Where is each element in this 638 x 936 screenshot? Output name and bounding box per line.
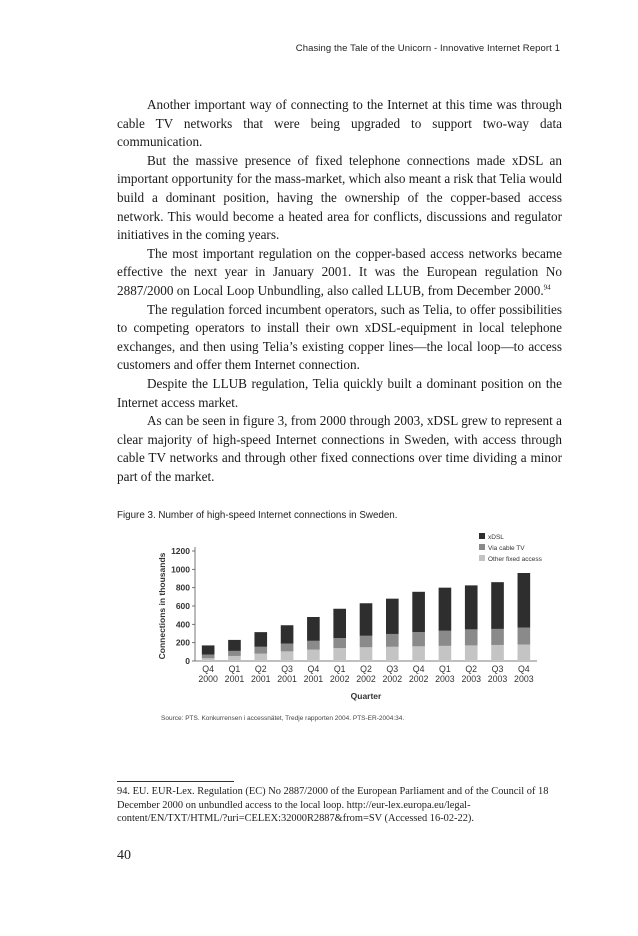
y-axis-label: Connections in thousands xyxy=(157,552,167,660)
bar-segment xyxy=(333,609,346,638)
paragraph xyxy=(117,245,562,301)
x-tick-label: 2001 xyxy=(250,674,271,684)
chart xyxy=(117,525,562,740)
bar-segment xyxy=(412,632,425,646)
x-tick-label: 2003 xyxy=(487,674,508,684)
chart-svg xyxy=(117,525,562,740)
body-text xyxy=(117,96,562,486)
y-tick-label: 600 xyxy=(175,601,190,611)
figure-caption: Figure 3. Number of high-speed Internet connections in Sweden. xyxy=(117,510,398,521)
running-head: Chasing the Tale of the Unicorn - Innovative Internet Report 1 xyxy=(295,43,560,54)
x-tick-label: Q2 xyxy=(254,664,267,674)
x-tick-label: Q2 xyxy=(465,664,478,674)
bar-segment xyxy=(439,588,452,631)
bar-segment xyxy=(360,636,373,647)
x-tick-label: 2002 xyxy=(408,674,429,684)
legend-label: Other fixed access xyxy=(488,556,542,563)
legend-swatch xyxy=(479,533,485,539)
bar-segment xyxy=(439,631,452,646)
y-tick-label: 1000 xyxy=(171,564,190,575)
legend-swatch xyxy=(479,555,485,561)
legend-swatch xyxy=(479,544,485,550)
x-tick-label: Q3 xyxy=(491,664,504,674)
footnote-reference[interactable]: 94 xyxy=(543,283,551,292)
bar-segment xyxy=(228,640,241,651)
chart-source: Source: PTS. Konkurrensen i accessnätet, Tredje rapporten 2004. PTS-ER-2004:34. xyxy=(161,715,405,722)
bar-segment xyxy=(228,651,241,656)
bar-segment xyxy=(281,644,294,652)
bar-segment xyxy=(202,655,215,659)
x-tick-label: Q4 xyxy=(307,664,320,674)
x-axis-label: Quarter xyxy=(350,691,382,701)
bar-segment xyxy=(202,658,215,661)
bar-segment xyxy=(307,650,320,661)
x-tick-label: Q2 xyxy=(360,664,372,674)
x-tick-label: Q4 xyxy=(412,664,425,674)
x-tick-label: Q3 xyxy=(281,664,293,674)
x-tick-label: 2003 xyxy=(435,674,455,684)
x-tick-label: 2001 xyxy=(303,674,324,684)
bar-segment xyxy=(281,651,294,661)
x-tick-label: Q1 xyxy=(439,664,451,674)
legend-label: xDSL xyxy=(488,534,504,541)
x-tick-label: Q4 xyxy=(202,664,215,674)
bar-segment xyxy=(333,648,346,661)
x-tick-label: 2002 xyxy=(382,674,403,684)
x-tick-label: 2001 xyxy=(277,674,297,684)
footnote-rule xyxy=(117,781,234,782)
bar-segment xyxy=(360,603,373,636)
paragraph: As can be seen in figure 3, from 2000 through 2003, xDSL grew to represent a clear majority of high-speed Internet connections in Sweden, with access through cable TV networks and through other fixed connections over time dividing a minor part of the market. xyxy=(117,413,562,484)
bar-segment xyxy=(465,629,478,645)
bar-segment xyxy=(465,645,478,661)
y-tick-label: 200 xyxy=(175,637,190,648)
bar-segment xyxy=(254,632,267,647)
bar-segment xyxy=(386,647,399,661)
x-tick-label: Q3 xyxy=(386,664,399,674)
x-tick-label: 2003 xyxy=(461,674,482,684)
bar-segment xyxy=(491,645,504,661)
bar-segment xyxy=(254,654,267,661)
bar-segment xyxy=(465,585,478,629)
y-tick-label: 0 xyxy=(185,656,190,666)
y-tick-label: 800 xyxy=(175,582,190,593)
page-number: 40 xyxy=(117,848,131,863)
bar-segment xyxy=(386,599,399,634)
bar-segment xyxy=(307,641,320,650)
paragraph-text: The most important regulation on the copper-based access networks became effective the next year in January 2001. It was the European regulation No 2887/2000 on Local Loop Unbundling, also called LLUB, from December 2000. xyxy=(117,245,562,298)
paragraph: But the massive presence of fixed telephone connections made xDSL an important opportunity for the mass-market, which also meant a risk that Telia would build a dominant position, having the ownership of the copper-based access network. This would become a heated area for conflicts, discussions and regulator initiatives in the coming years. xyxy=(117,152,562,243)
x-tick-label: Q1 xyxy=(228,664,241,674)
bar-segment xyxy=(491,582,504,629)
footnote: 94. EU. EUR-Lex. Regulation (EC) No 2887/2000 of the European Parliament and of the Council of 18 December 2000 on unbundled access to the local loop. http://eur-lex.europa.eu/legal-content/EN/TXT/HTML/?uri=CELEX:32000R2887&from=SV (Accessed 16-02-22). xyxy=(117,786,549,825)
bar-segment xyxy=(412,646,425,661)
bar-segment xyxy=(386,634,399,647)
y-tick-label: 400 xyxy=(175,619,190,630)
bar-segment xyxy=(254,647,267,654)
bar-segment xyxy=(333,638,346,648)
bar-segment xyxy=(491,629,504,645)
bar-segment xyxy=(307,617,320,641)
x-tick-label: Q1 xyxy=(333,664,346,674)
bar-segment xyxy=(281,625,294,643)
x-tick-label: 2002 xyxy=(356,674,376,684)
x-tick-label: Q4 xyxy=(517,664,530,674)
paragraph: The regulation forced incumbent operators, such as Telia, to offer possibilities to competing operators to install their own xDSL-equipment in local telephone exchanges, and then using Telia’s existing copper lines—the local loop—to access customers and offer them Internet connection. xyxy=(117,301,562,373)
bar-segment xyxy=(360,647,373,661)
bar-segment xyxy=(202,645,215,654)
bar-segment xyxy=(518,645,531,662)
x-tick-label: 2002 xyxy=(329,674,350,684)
x-tick-label: 2001 xyxy=(224,674,245,684)
x-tick-label: 2000 xyxy=(198,674,218,684)
bar-segment xyxy=(439,646,452,661)
y-tick-label: 1200 xyxy=(171,546,190,556)
paragraph: Despite the LLUB regulation, Telia quickly built a dominant position on the Internet access market. xyxy=(117,375,562,410)
bar-segment xyxy=(412,592,425,632)
paragraph: Another important way of connecting to the Internet at this time was through cable TV networks that were being upgraded to support two-way data communication. xyxy=(117,97,562,150)
x-tick-label: 2003 xyxy=(514,674,534,684)
bar-segment xyxy=(518,628,531,645)
bar-segment xyxy=(228,656,241,661)
legend-label: Via cable TV xyxy=(488,545,525,552)
bar-segment xyxy=(518,573,531,628)
